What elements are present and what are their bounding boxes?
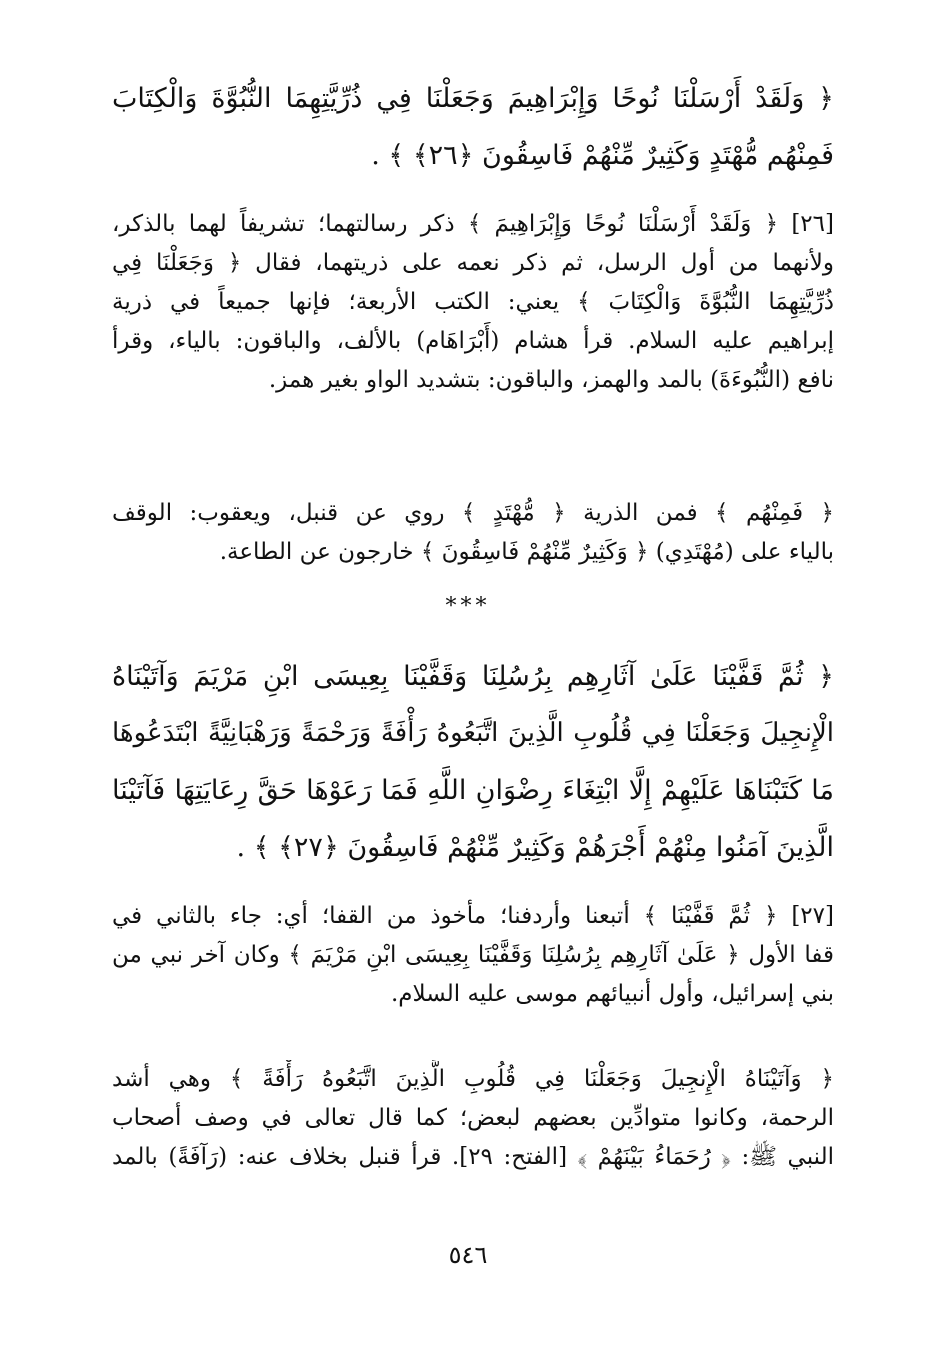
verse-line: مَا كَتَبْنَاهَا عَلَيْهِمْ إِلَّا ابْتِغَاءَ رِضْوَانِ اللَّهِ فَمَا رَعَوْهَا حَقَّ رِعَايَتِهَا فَآتَيْنَا [112,775,834,806]
commentary-line: نافع (النُّبُوءَةَ) بالمد والهمز، والباقون: بتشديد الواو بغير همز. [268,367,834,393]
commentary-26 [112,205,834,400]
quran-verse-27 [112,648,834,876]
commentary-26-continued [112,494,834,572]
page-number: ٥٤٦ [448,1241,488,1269]
commentary-line: ولأنهما من أول الرسل، ثم ذكر نعمه على ذريتهما، فقال ﴿ وَجَعَلْنَا فِي [112,250,834,276]
commentary-line: ذُرِّيَّتِهِمَا النُّبُوَّةَ وَالْكِتَابَ ﴾ يعني: الكتب الأربعة؛ فإنها جميعاً في ذرية [112,289,834,315]
verse-line: الْإِنجِيلَ وَجَعَلْنَا فِي قُلُوبِ الَّذِينَ اتَّبَعُوهُ رَأْفَةً وَرَحْمَةً وَرَهْبَانِيَّةً ابْتَدَعُوهَا [112,718,834,748]
verse-line: فَمِنْهُم مُّهْتَدٍ وَكَثِيرٌ مِّنْهُمْ فَاسِقُونَ ﴿٢٦﴾ ﴾ . [371,140,834,171]
commentary-line: [٢٧] ﴿ ثُمَّ قَفَّيْنَا ﴾ أتبعنا وأردفنا؛ مأخوذ من القفا؛ أي: جاء بالثاني في [112,903,834,929]
commentary-line: بني إسرائيل، وأول أنبيائهم موسى عليه السلام. [390,981,834,1007]
verse-line: ﴿ وَلَقَدْ أَرْسَلْنَا نُوحًا وَإِبْرَاهِيمَ وَجَعَلْنَا فِي ذُرِّيَّتِهِمَا النُّبُوَّةَ وَالْكِتَابَ [112,83,834,114]
commentary-27 [112,897,834,1014]
commentary-line: قفا الأول ﴿ عَلَىٰ آثَارِهِم بِرُسُلِنَا وَقَفَّيْنَا بِعِيسَى ابْنِ مَرْيَمَ ﴾ وكان آخر نبي من [112,942,834,968]
quran-verse-26 [112,70,834,184]
commentary-line: ﴿ وَآتَيْنَاهُ الْإِنجِيلَ وَجَعَلْنَا فِي قُلُوبِ الَّذِينَ اتَّبَعُوهُ رَأْفَةً ﴾ وهي أشد [112,1066,834,1092]
verse-line: الَّذِينَ آمَنُوا مِنْهُمْ أَجْرَهُمْ وَكَثِيرٌ مِّنْهُمْ فَاسِقُونَ ﴿٢٧﴾ ﴾ . [236,832,834,863]
commentary-line: ﴿ فَمِنْهُم ﴾ فمن الذرية ﴿ مُّهْتَدٍ ﴾ روي عن قنبل، ويعقوب: الوقف [112,500,834,526]
commentary-line: إبراهيم عليه السلام. قرأ هشام (أَبْرَاهَام) بالألف، والباقون: بالياء، وقرأ [112,328,834,354]
commentary-line: الرحمة، وكانوا متوادِّين بعضهم لبعض؛ كما قال تعالى في وصف أصحاب [112,1105,834,1131]
commentary-line: [٢٦] ﴿ وَلَقَدْ أَرْسَلْنَا نُوحًا وَإِبْرَاهِيمَ ﴾ ذكر رسالتهما؛ تشريفاً لهما بالذكر، [112,211,834,237]
section-separator: *** [445,594,491,619]
commentary-27-continued [112,1060,834,1177]
commentary-line: بالياء على (مُهْتَدِي) ﴿ وَكَثِيرٌ مِّنْهُمْ فَاسِقُونَ ﴾ خارجون عن الطاعة. [219,539,834,565]
commentary-line: النبي ﷺ: ﴿ رُحَمَاءُ بَيْنَهُمْ ﴾ [الفتح: ٢٩]. قرأ قنبل بخلاف عنه: (رَآفَةً) بالمد [112,1144,834,1170]
verse-line: ﴿ ثُمَّ قَفَّيْنَا عَلَىٰ آثَارِهِم بِرُسُلِنَا وَقَفَّيْنَا بِعِيسَى ابْنِ مَرْيَمَ وَآتَيْنَاهُ [112,661,834,692]
